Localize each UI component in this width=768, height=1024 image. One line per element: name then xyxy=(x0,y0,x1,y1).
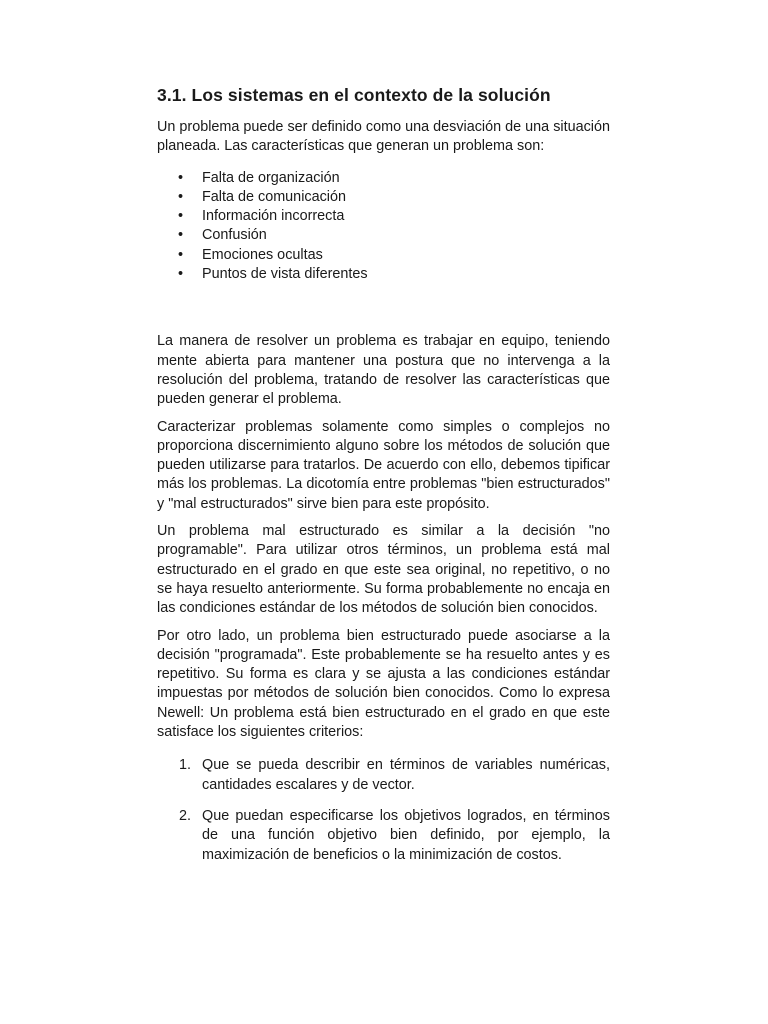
list-item-text: Falta de comunicación xyxy=(202,188,346,205)
body-paragraph: Un problema mal estructurado es similar a la decisión "no programable". Para utilizar otros términos, un problema está mal estructurado en el grado en que este sea original, no repetitivo, o no se haya resuelto anteriormente. Su forma probablemente no encaja en las condiciones estándar de los métodos de solución bien conocidos. xyxy=(157,523,610,617)
criteria-number: 1. xyxy=(179,757,192,774)
bullet-icon: • xyxy=(178,227,184,244)
list-item-text: Información incorrecta xyxy=(202,208,345,225)
bullet-icon: • xyxy=(178,169,184,186)
body-paragraph: Por otro lado, un problema bien estructurado puede asociarse a la decisión "programada". Este probablemente se ha resuelto antes y es repetitivo. Su forma es clara y se ajusta a las condiciones estándar impuestas por métodos de solución bien conocidos. Como lo expresa Newell: Un problema está bien estructurado en el grado en que este satisface los siguientes criterios: xyxy=(157,627,610,741)
criteria-item xyxy=(157,756,610,795)
list-item xyxy=(157,207,610,226)
bullet-icon: • xyxy=(178,246,184,263)
list-item xyxy=(157,226,610,245)
body-paragraph: Caracterizar problemas solamente como simples o complejos no proporciona discernimiento alguno sobre los métodos de solución que pueden utilizarse para tratarlos. De acuerdo con ello, debemos tipificar más los problemas. La dicotomía entre problemas "bien estructurados" y "mal estructurados" sirve bien para este propósito. xyxy=(157,418,610,512)
criteria-number: 2. xyxy=(179,807,192,824)
document-body xyxy=(157,84,610,877)
criteria-list xyxy=(157,756,610,864)
list-item xyxy=(157,246,610,265)
list-item-text: Confusión xyxy=(202,227,267,244)
bullet-icon: • xyxy=(178,208,184,225)
intro-paragraph: Un problema puede ser definido como una desviación de una situación planeada. Las características que generan un problema son: xyxy=(157,119,610,155)
list-item xyxy=(157,188,610,207)
list-item xyxy=(157,265,610,284)
criteria-text: Que se pueda describir en términos de variables numéricas, cantidades escalares y de vector. xyxy=(202,757,610,793)
list-item-text: Puntos de vista diferentes xyxy=(202,266,368,283)
bullet-icon: • xyxy=(178,188,184,205)
list-item-text: Falta de organización xyxy=(202,169,340,186)
list-item-text: Emociones ocultas xyxy=(202,246,323,263)
criteria-item xyxy=(157,807,610,865)
section-heading: 3.1. Los sistemas en el contexto de la solución xyxy=(157,85,551,105)
criteria-text: Que puedan especificarse los objetivos logrados, en términos de una función objetivo bien definido, por ejemplo, la maximización de beneficios o la minimización de costos. xyxy=(202,807,610,863)
bullet-icon: • xyxy=(178,266,184,283)
characteristics-list xyxy=(157,169,610,285)
spacer xyxy=(157,284,610,332)
list-item xyxy=(157,169,610,188)
body-paragraph: La manera de resolver un problema es trabajar en equipo, teniendo mente abierta para mantener una postura que no intervenga a la resolución del problema, tratando de resolver las características que pueden generar el problema. xyxy=(157,333,610,408)
